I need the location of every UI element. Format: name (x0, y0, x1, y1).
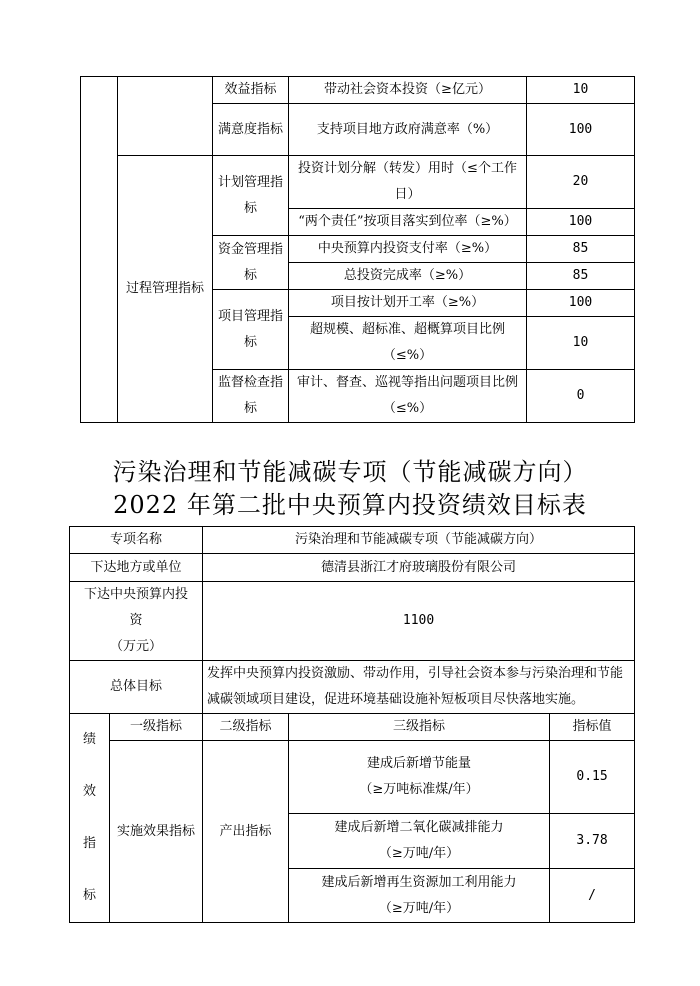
indicator-line: 建成后新增二氧化碳减排能力 (334, 820, 504, 835)
indicator-line: （≥万吨/年） (378, 846, 460, 861)
indicator-value: 0 (527, 370, 635, 423)
vertical-char: 指 (82, 836, 96, 851)
empty-level1-cell (118, 77, 213, 156)
indicator-line: 建成后新增再生资源加工利用能力 (321, 874, 517, 890)
satisfaction-indicator-label: 满意度指标 (213, 104, 289, 156)
indicator-value: 10 (527, 317, 635, 370)
overall-objective-label: 总体目标 (70, 661, 203, 714)
project-management-label: 项目管理指标 (213, 290, 289, 370)
output-value: / (550, 869, 635, 923)
project-name-value: 污染治理和节能减碳专项（节能减碳方向） (203, 527, 635, 554)
budget-label (70, 582, 203, 661)
indicator-text: 项目按计划开工率（≥%） (289, 290, 527, 317)
performance-indicator-vertical-label (70, 714, 110, 923)
title-line-1: 污染治理和节能减碳专项（节能减碳方向） (112, 458, 588, 486)
indicator-text: 带动社会资本投资（≥亿元） (289, 77, 527, 104)
indicator-text: 超规模、超标准、超概算项目比例（≤%） (289, 317, 527, 370)
header-level1: 一级指标 (110, 714, 203, 741)
indicator-line: （≥万吨/年） (378, 900, 460, 916)
indicator-line: （≥万吨标准煤/年） (359, 782, 479, 797)
vertical-char: 效 (82, 784, 96, 799)
indicator-text: 支持项目地方政府满意率（%） (289, 104, 527, 156)
vertical-char: 标 (82, 888, 96, 903)
output-indicator (289, 741, 550, 814)
blank-column-cell (81, 77, 118, 423)
indicator-value: 85 (527, 236, 635, 263)
indicator-value: 100 (527, 209, 635, 236)
indicator-value: 100 (527, 290, 635, 317)
header-value: 指标值 (550, 714, 635, 741)
overall-objective-value: 发挥中央预算内投资激励、带动作用，引导社会资本参与污染治理和节能减碳领域项目建设，促进环境基础设施补短板项目尽快落地实施。 (203, 661, 635, 714)
budget-value: 1100 (203, 582, 635, 661)
level1-label: 实施效果指标 (110, 741, 203, 923)
output-indicator (289, 814, 550, 869)
supervision-label: 监督检查指标 (213, 370, 289, 423)
vertical-char: 绩 (82, 732, 96, 747)
indicator-value: 10 (527, 77, 635, 104)
benefit-indicator-label: 效益指标 (213, 77, 289, 104)
indicator-text: “两个责任”按项目落实到位率（≥%） (289, 209, 527, 236)
budget-label-line: （万元） (110, 639, 163, 654)
indicator-value: 100 (527, 104, 635, 156)
level2-label: 产出指标 (203, 741, 289, 923)
header-level3: 三级指标 (289, 714, 550, 741)
output-value: 3.78 (550, 814, 635, 869)
continued-indicator-table (80, 76, 635, 423)
indicator-text: 总投资完成率（≥%） (289, 263, 527, 290)
budget-label-line: 资 (129, 613, 143, 628)
process-management-label: 过程管理指标 (118, 156, 213, 423)
plan-management-label: 计划管理指标 (213, 156, 289, 236)
recipient-value: 德清县浙江才府玻璃股份有限公司 (203, 554, 635, 582)
indicator-text: 中央预算内投资支付率（≥%） (289, 236, 527, 263)
indicator-text: 审计、督查、巡视等指出问题项目比例（≤%） (289, 370, 527, 423)
indicator-value: 85 (527, 263, 635, 290)
project-name-label: 专项名称 (70, 527, 203, 554)
recipient-label: 下达地方或单位 (70, 554, 203, 582)
budget-label-line: 下达中央预算内投 (84, 587, 189, 602)
header-level2: 二级指标 (203, 714, 289, 741)
title-line-2: 2022 年第二批中央预算内投资绩效目标表 (113, 491, 587, 519)
indicator-line: 建成后新增节能量 (367, 756, 472, 771)
output-indicator (289, 869, 550, 923)
output-value: 0.15 (550, 741, 635, 814)
indicator-value: 20 (527, 156, 635, 209)
fund-management-label: 资金管理指标 (213, 236, 289, 290)
document-title (0, 456, 700, 522)
performance-target-table (69, 526, 635, 923)
indicator-text: 投资计划分解（转发）用时（≤个工作日） (289, 156, 527, 209)
